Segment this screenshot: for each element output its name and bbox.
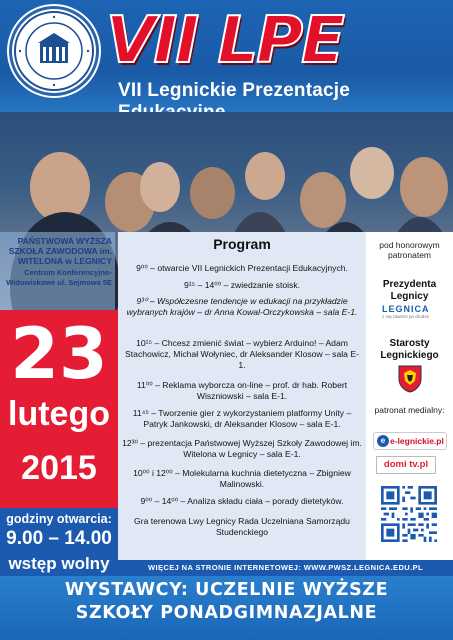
program-entry: 11⁰⁰ – Reklama wyborcza on-line – prof. dr hab. Robert Wiszniowski – sala E-1. [136, 380, 348, 401]
honorary-patronage-label: pod honorowym patronatem [379, 240, 440, 260]
program-entry: Gra terenowa Lwy Legnicy Rada Uczelniana Samorządu Studenckiego [134, 516, 350, 537]
media-patronage-label: patronat medialny: [374, 405, 445, 415]
event-day: 23 [10, 313, 108, 395]
legnica-logo-tagline: z nią zawsze po drodze [382, 314, 430, 319]
patron-president: Prezydenta Legnicy [382, 279, 437, 302]
coat-of-arms-icon [398, 365, 422, 393]
exhibitors-line-1: WYSTAWCY: UCZELNIE WYŻSZE [64, 580, 389, 600]
organizer-venue: Centrum Konferencyjno-Widowiskowe ul. Sejmowa 5E [6, 268, 112, 287]
program-entry: 12³⁰ – prezentacja Państwowej Wyższej Szkoły Zawodowej im. Witelona w Legnicy – sala E-1. [122, 438, 362, 459]
program-entry: 9⁰⁰ – otwarcie VII Legnickich Prezentacji Edukacyjnych. [136, 263, 348, 273]
media-partner-domitv[interactable]: domi tv.pl [376, 456, 436, 474]
program-entry: 10⁰⁰ i 12⁰⁰ – Molekularna kuchnia dietetyczna – Zbigniew Malinowski. [133, 468, 351, 489]
legnica-logo-text: LEGNICA [382, 304, 430, 314]
event-subtitle: VII Legnickie Prezentacje [118, 80, 351, 101]
program-entry: 11⁴⁵ – Tworzenie gier z wykorzystaniem platformy Unity – Patryk Jankowski, dr Aleksander Klosow – sala E-1. [132, 408, 352, 429]
media-partner-elegnickie-text: e-legnickie.pl [390, 436, 444, 446]
legnica-city-logo [382, 304, 438, 332]
media-partner-elegnickie[interactable] [373, 432, 447, 450]
organizer-institution: PAŃSTWOWA WYŻSZA SZKOŁA ZAWODOWA im. WITELONA w LEGNICY [8, 236, 112, 266]
patron-starosta: Starosty Legnickiego [380, 338, 439, 361]
program-entry: 10¹⁵ – Chcesz zmienić świat – wybierz Arduino! – Adam Stachowicz, Michał Wołyniec, dr Aleksander Klosow – sala E-1. [125, 338, 359, 370]
website-link[interactable]: WIĘCEJ NA STRONIE INTERNETOWEJ: WWW.PWSZ.LEGNICA.EDU.PL [148, 563, 423, 572]
qr-code-icon[interactable] [381, 486, 437, 542]
program-entry: 9¹⁵ – 14⁰⁰ – zwiedzanie stoisk. [183, 280, 301, 290]
program-entry: 9⁰⁰ – 14⁰⁰ – Analiza składu ciała – porady dietetyków. [140, 496, 344, 506]
exhibitors-line-2: SZKOŁY PONADGIMNAZJALNE [75, 603, 378, 623]
admission-note: wstęp wolny [8, 554, 110, 573]
opening-hours: 9.00 – 14.00 [6, 528, 112, 549]
elegnickie-logo-icon: e [377, 435, 389, 447]
program-entry: 9³⁰ – Współczesne tendencje w edukacji na przykładzie wybranych krajów – dr Anna Kowal-Orczykowska – sala E-1. [126, 296, 358, 317]
event-logo [106, 6, 446, 78]
opening-hours-label: godziny otwarcia: [6, 512, 112, 526]
program-title: Program [213, 236, 271, 252]
event-year: 2015 [21, 449, 97, 487]
seal-emblem-icon [12, 9, 96, 93]
event-month: lutego [8, 395, 110, 433]
event-logo-text: VII LPE [106, 4, 343, 78]
university-seal-logo [9, 6, 99, 96]
